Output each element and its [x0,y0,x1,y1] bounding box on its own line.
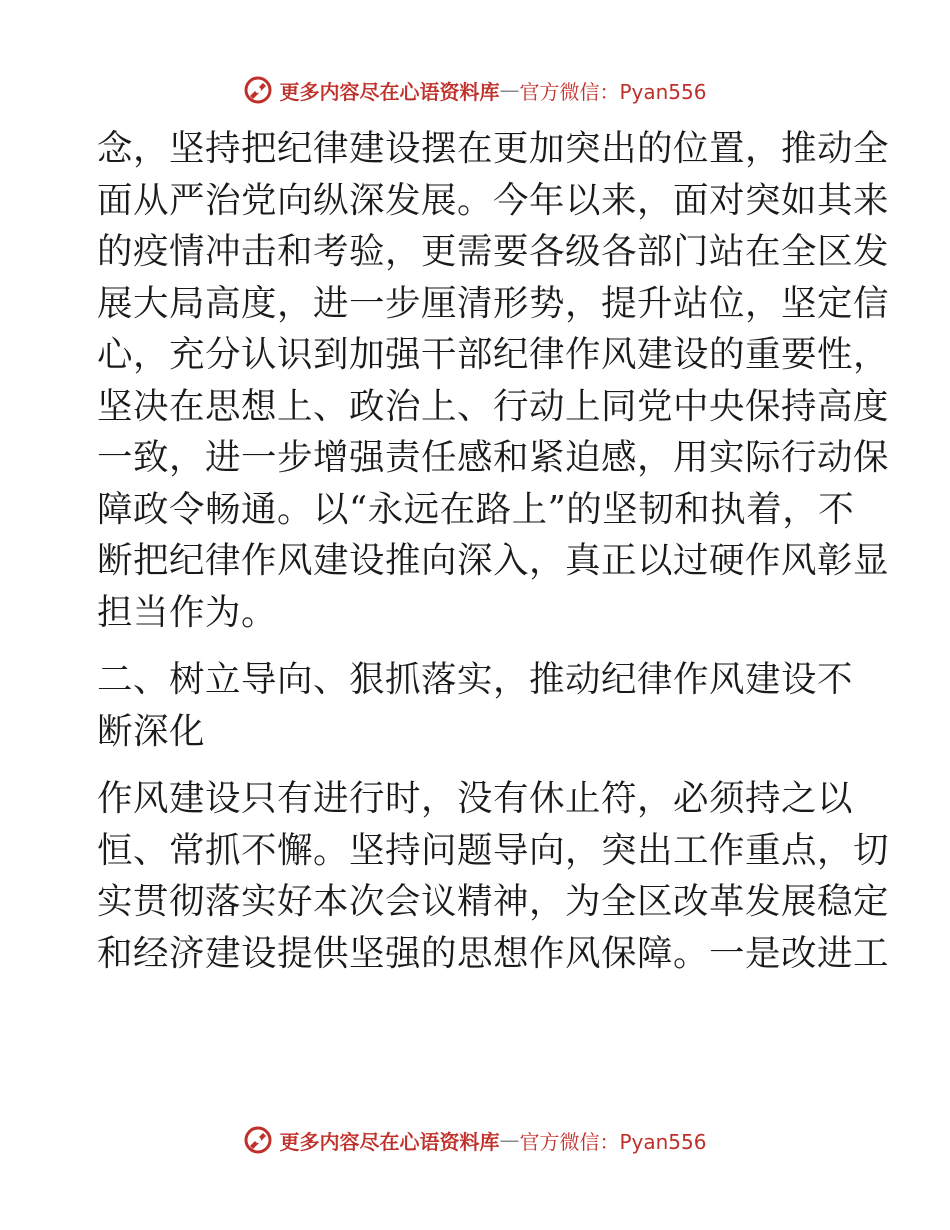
watermark-separator: — [499,1128,520,1152]
header-watermark [0,70,950,110]
text-line: 和经济建设提供坚强的思想作风保障。一是改进工 [97,932,890,974]
paragraph-gap [97,757,857,773]
text-line: 面从严治党向纵深发展。今年以来，面对突如其来 [97,179,890,221]
text-line: 坚决在思想上、政治上、行动上同党中央保持高度 [97,385,890,427]
text-line: 念，坚持把纪律建设摆在更加突出的位置，推动全 [97,128,890,169]
text-line: 担当作为。 [97,591,278,633]
paragraph [97,773,890,979]
text-line: 作风建设只有进行时，没有休止符，必须持之以 [97,778,854,819]
document-body [97,123,890,979]
text-line: 展大局高度，进一步厘清形势，提升站位，坚定信 [97,282,890,324]
text-line: 的疫情冲击和考验，更需要各级各部门站在全区发 [97,231,890,272]
paragraph-gap [97,638,857,654]
paragraph [97,123,890,638]
text-line: 恒、常抓不懈。坚持问题导向，突出工作重点，切 [97,829,890,871]
watermark-brand: 更多内容尽在心语资料库 [279,1129,500,1154]
text-line: 心，充分认识到加强干部纪律作风建设的重要性， [97,334,890,375]
watermark-brand: 更多内容尽在心语资料库 [279,79,500,104]
watermark-account: 官方微信：Pyan556 [519,1129,707,1154]
text-line: 实贯彻落实好本次会议精神，为全区改革发展稳定 [97,881,890,922]
section-heading [97,654,857,757]
watermark-separator: — [499,78,520,102]
footer-watermark [0,1120,950,1160]
text-line: 断把纪律作风建设推向深入，真正以过硬作风彰显 [97,540,890,581]
text-line: 障政令畅通。以“永远在路上”的坚韧和执着，不 [97,488,855,530]
heading-line: 二、树立导向、狠抓落实，推动纪律作风建设不 [97,659,854,700]
heading-line: 断深化 [97,710,206,752]
brand-logo-icon [243,1125,273,1155]
text-line: 一致，进一步增强责任感和紧迫感，用实际行动保 [97,437,890,478]
brand-logo-icon [243,75,273,105]
watermark-account: 官方微信：Pyan556 [519,79,707,104]
